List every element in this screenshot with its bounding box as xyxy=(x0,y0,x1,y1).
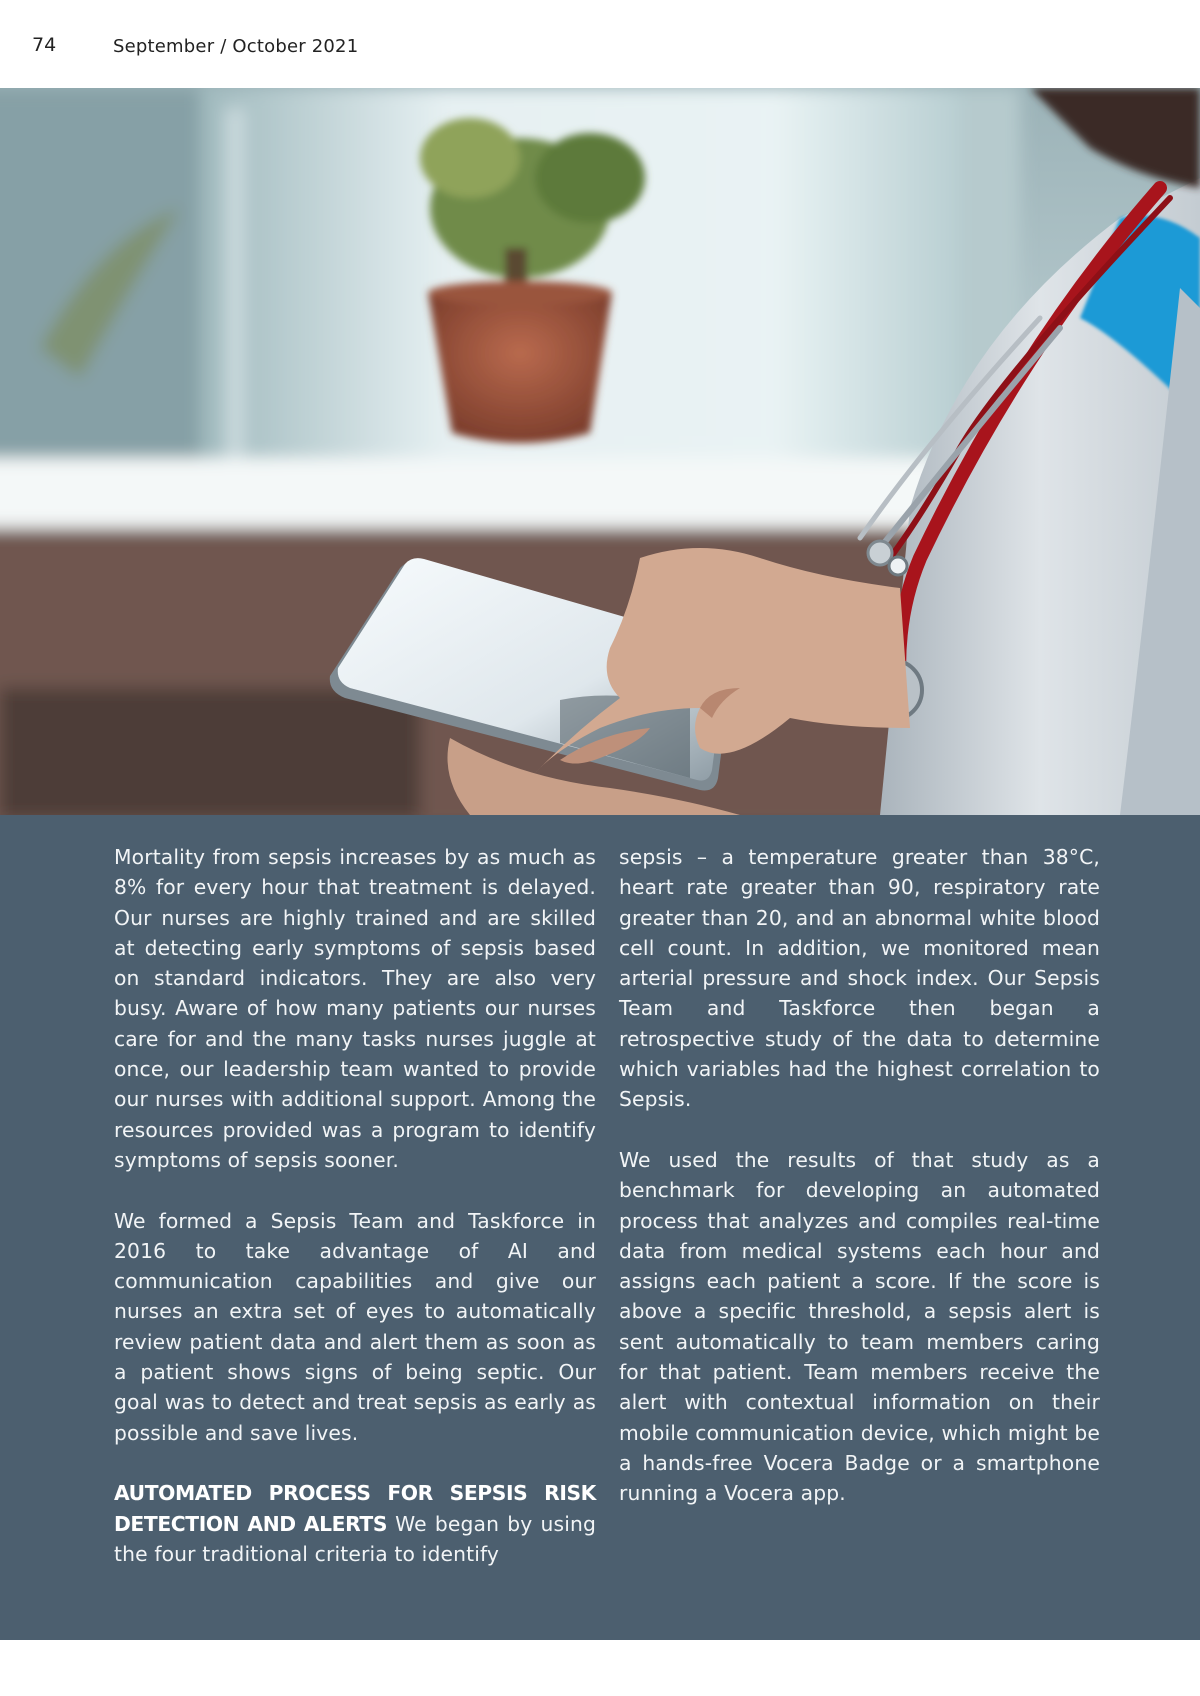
hero-image xyxy=(0,88,1200,815)
left-column xyxy=(114,842,596,1569)
paragraph-automated-process xyxy=(114,1478,596,1569)
paragraph-criteria-intro: We began by using the four traditional criteria to identify xyxy=(114,1511,597,1566)
paragraph-mortality: Mortality from sepsis increases by as much as 8% for every hour that treatment is delayed. Our nurses are highly trained and are skilled at detecting early symptoms of sepsis based on standard indicators. They are also very busy. Aware of how many patients our nurses care for and the many tasks nurses juggle at once, our leadership team wanted to provide our nurses with additional support. Among the resources provided was a program to identify symptoms of sepsis sooner. xyxy=(114,845,596,1172)
clinician-using-tablet-photo-icon xyxy=(0,88,1200,815)
article-text-panel xyxy=(0,815,1200,1640)
section-subhead: AUTOMATED PROCESS FOR SEPSIS RISK DETECTION AND ALERTS xyxy=(114,1481,596,1536)
right-column xyxy=(619,842,1100,1509)
paragraph-criteria: sepsis – a temperature greater than 38°C, heart rate greater than 90, respiratory rate greater than 20, and an abnormal white blood cell count. In addition, we monitored mean arterial pressure and shock index. Our Sepsis Team and Taskforce then began a retrospective study of the data to determine which variables had the highest correlation to Sepsis. xyxy=(619,845,1100,1112)
paragraph-sepsis-team: We formed a Sepsis Team and Taskforce in 2016 to take advantage of AI and communication capabilities and give our nurses an extra set of eyes to automatically review patient data and alert them as soon as a patient shows signs of being septic. Our goal was to detect and treat sepsis as early as possible and save lives. xyxy=(114,1208,596,1445)
page-number: 74 xyxy=(32,34,57,56)
paragraph-benchmark: We used the results of that study as a benchmark for developing an automated process that analyzes and compiles real-time data from medical systems each hour and assigns each patient a score. If the score is above a specific threshold, a sepsis alert is sent automatically to team members caring for that patient. Team members receive the alert with contextual information on their mobile communication device, which might be a hands-free Vocera Badge or a smartphone running a Vocera app. xyxy=(619,1147,1100,1506)
issue-date: September / October 2021 xyxy=(113,36,359,57)
